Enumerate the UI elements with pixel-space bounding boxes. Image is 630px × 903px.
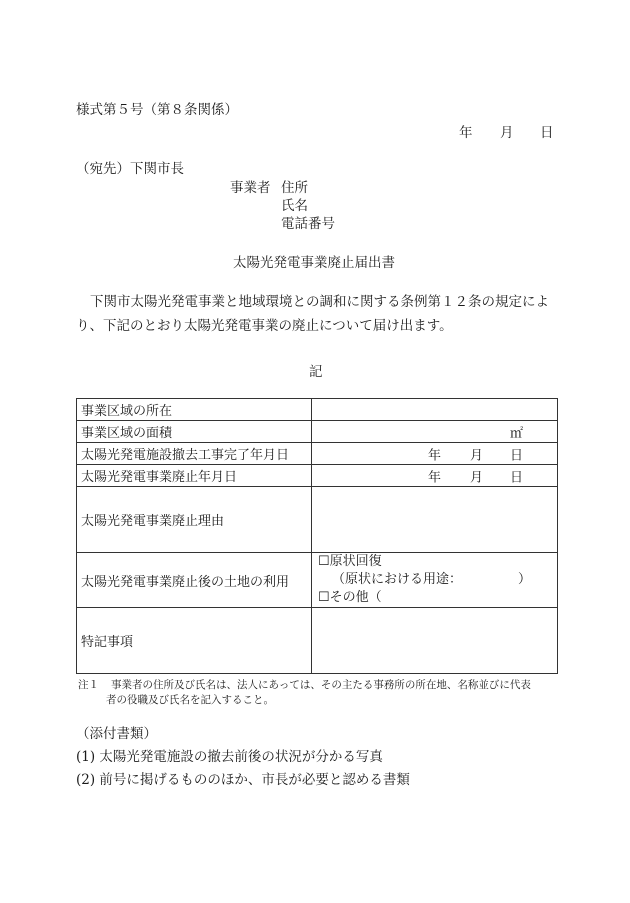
removal-day-label: 日 <box>510 448 524 463</box>
document-title: 太陽光発電事業廃止届出書 <box>233 255 395 271</box>
removal-date-label: 太陽光発電施設撤去工事完了年月日 <box>77 443 312 465</box>
abolish-month-label: 月 <box>470 470 484 485</box>
removal-date-value[interactable] <box>312 443 558 465</box>
table-row <box>77 421 558 443</box>
attachments-heading: （添付書類） <box>76 726 157 742</box>
date-month-label: 月 <box>500 125 514 141</box>
form-number: 様式第５号（第８条関係） <box>76 102 238 118</box>
reason-value[interactable] <box>312 487 558 553</box>
ki-label: 記 <box>309 364 323 380</box>
abolish-day-label: 日 <box>510 470 524 485</box>
removal-year-label: 年 <box>428 448 442 463</box>
operator-phone-label: 電話番号 <box>281 216 335 232</box>
land-use-close-paren: ） <box>518 572 532 587</box>
land-use-restore-option[interactable]: ☐原状回復 <box>318 554 382 569</box>
addressee: （宛先）下関市長 <box>76 161 184 177</box>
land-use-other-option[interactable]: ☐その他（ <box>318 590 382 605</box>
land-use-restore-detail <box>318 571 557 589</box>
remarks-value[interactable] <box>312 608 558 674</box>
table-row <box>77 443 558 465</box>
operator-address-label: 住所 <box>281 180 308 196</box>
note-line-2: 者の役職及び氏名を記入すること。 <box>106 694 274 706</box>
land-use-value <box>312 553 558 608</box>
location-value[interactable] <box>312 399 558 421</box>
table-row <box>77 465 558 487</box>
attachment-item-2: (2) 前号に掲げるもののほか、市長が必要と認める書類 <box>76 772 410 788</box>
area-unit: ㎡ <box>510 426 524 441</box>
area-label: 事業区域の面積 <box>77 421 312 443</box>
remarks-label: 特記事項 <box>77 608 312 674</box>
note <box>78 678 558 708</box>
area-value[interactable] <box>312 421 558 443</box>
table-row <box>77 608 558 674</box>
body-paragraph: 下関市太陽光発電事業と地域環境との調和に関する条例第１２条の規定により、下記のとおり太陽光発電事業の廃止について届け出ます。 <box>76 294 549 334</box>
abolish-date-label: 太陽光発電事業廃止年月日 <box>77 465 312 487</box>
operator-name-label: 氏名 <box>281 198 308 214</box>
note-line-1: 事業者の住所及び氏名は、法人にあっては、その主たる事務所の所在地、名称並びに代表 <box>111 679 531 691</box>
form-table <box>76 398 558 674</box>
date-year-label: 年 <box>459 125 473 141</box>
operator-label: 事業者 <box>230 180 271 196</box>
abolish-year-label: 年 <box>428 470 442 485</box>
date-day-label: 日 <box>540 125 554 141</box>
removal-month-label: 月 <box>470 448 484 463</box>
note-label: 注１ <box>78 679 99 691</box>
table-row <box>77 553 558 608</box>
land-use-label: 太陽光発電事業廃止後の土地の利用 <box>77 553 312 608</box>
abolish-date-value[interactable] <box>312 465 558 487</box>
reason-label: 太陽光発電事業廃止理由 <box>77 487 312 553</box>
table-row <box>77 399 558 421</box>
location-label: 事業区域の所在 <box>77 399 312 421</box>
table-row <box>77 487 558 553</box>
attachment-item-1: (1) 太陽光発電施設の撤去前後の状況が分かる写真 <box>76 749 383 765</box>
land-use-restore-detail-label: （原状における用途： <box>332 572 463 587</box>
